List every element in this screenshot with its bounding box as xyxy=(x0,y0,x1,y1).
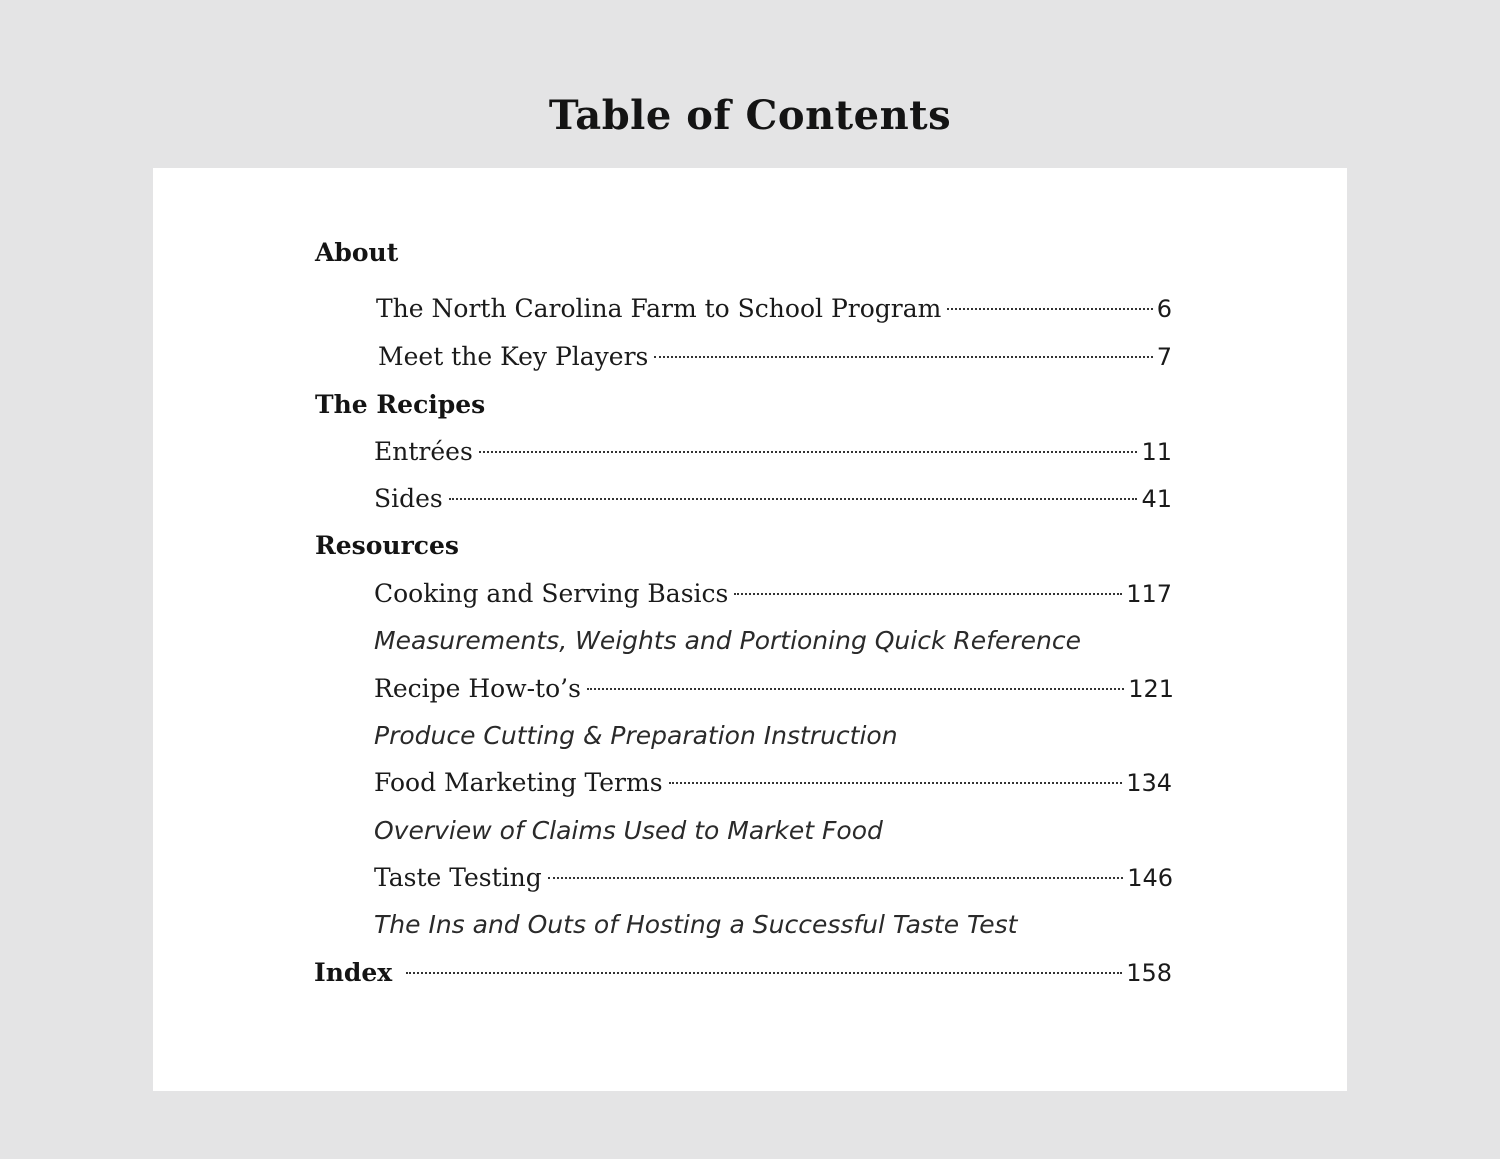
toc-entry-page: 7 xyxy=(1156,343,1172,371)
section-heading-about: About xyxy=(315,238,399,267)
toc-entry-label: Meet the Key Players xyxy=(378,342,649,371)
section-heading-resources: Resources xyxy=(315,531,459,560)
toc-entry[interactable] xyxy=(376,289,1172,329)
toc-entry-label: Food Marketing Terms xyxy=(374,768,663,797)
page-title: Table of Contents xyxy=(548,92,952,139)
dot-leader xyxy=(654,356,1152,358)
toc-entry-subtitle: Measurements, Weights and Portioning Quick Reference xyxy=(374,626,1081,655)
dot-leader xyxy=(669,782,1123,784)
dot-leader xyxy=(449,498,1138,500)
toc-entry-label: Sides xyxy=(374,484,443,513)
dot-leader xyxy=(548,877,1123,879)
toc-entry[interactable] xyxy=(374,574,1172,614)
toc-entry-page: 41 xyxy=(1141,485,1172,513)
toc-entry-page: 134 xyxy=(1126,769,1172,797)
toc-entry[interactable] xyxy=(374,669,1174,709)
toc-entry-page: 117 xyxy=(1126,580,1172,608)
dot-leader xyxy=(587,688,1124,690)
toc-entry-subtitle: Produce Cutting & Preparation Instruction xyxy=(374,721,898,750)
toc-entry-page: 146 xyxy=(1127,864,1173,892)
toc-entry-label: Cooking and Serving Basics xyxy=(374,579,729,608)
toc-entry-label: Entrées xyxy=(374,437,473,466)
toc-entry-page: 6 xyxy=(1156,295,1172,323)
section-heading-index: Index xyxy=(314,958,393,987)
toc-entry-label: Recipe How-to’s xyxy=(374,674,581,703)
toc-entry-page: 121 xyxy=(1128,675,1174,703)
toc-entry-page: 11 xyxy=(1141,438,1172,466)
dot-leader xyxy=(479,451,1138,453)
dot-leader xyxy=(947,308,1152,310)
toc-entry[interactable] xyxy=(374,432,1172,472)
toc-panel xyxy=(153,168,1347,1091)
dot-leader xyxy=(406,972,1122,974)
toc-entry[interactable] xyxy=(374,479,1172,519)
toc-entry[interactable] xyxy=(374,858,1173,898)
toc-entry-page: 158 xyxy=(1126,959,1172,987)
dot-leader xyxy=(734,593,1122,595)
toc-entry-label: Taste Testing xyxy=(374,863,542,892)
toc-entry-label: The North Carolina Farm to School Program xyxy=(376,294,942,323)
toc-entry-subtitle: Overview of Claims Used to Market Food xyxy=(374,816,883,845)
section-heading-recipes: The Recipes xyxy=(315,390,486,419)
toc-entry-subtitle: The Ins and Outs of Hosting a Successful Taste Test xyxy=(374,910,1018,939)
toc-entry[interactable] xyxy=(378,337,1172,377)
toc-entry[interactable] xyxy=(374,763,1172,803)
toc-entry-index[interactable] xyxy=(314,953,1172,993)
